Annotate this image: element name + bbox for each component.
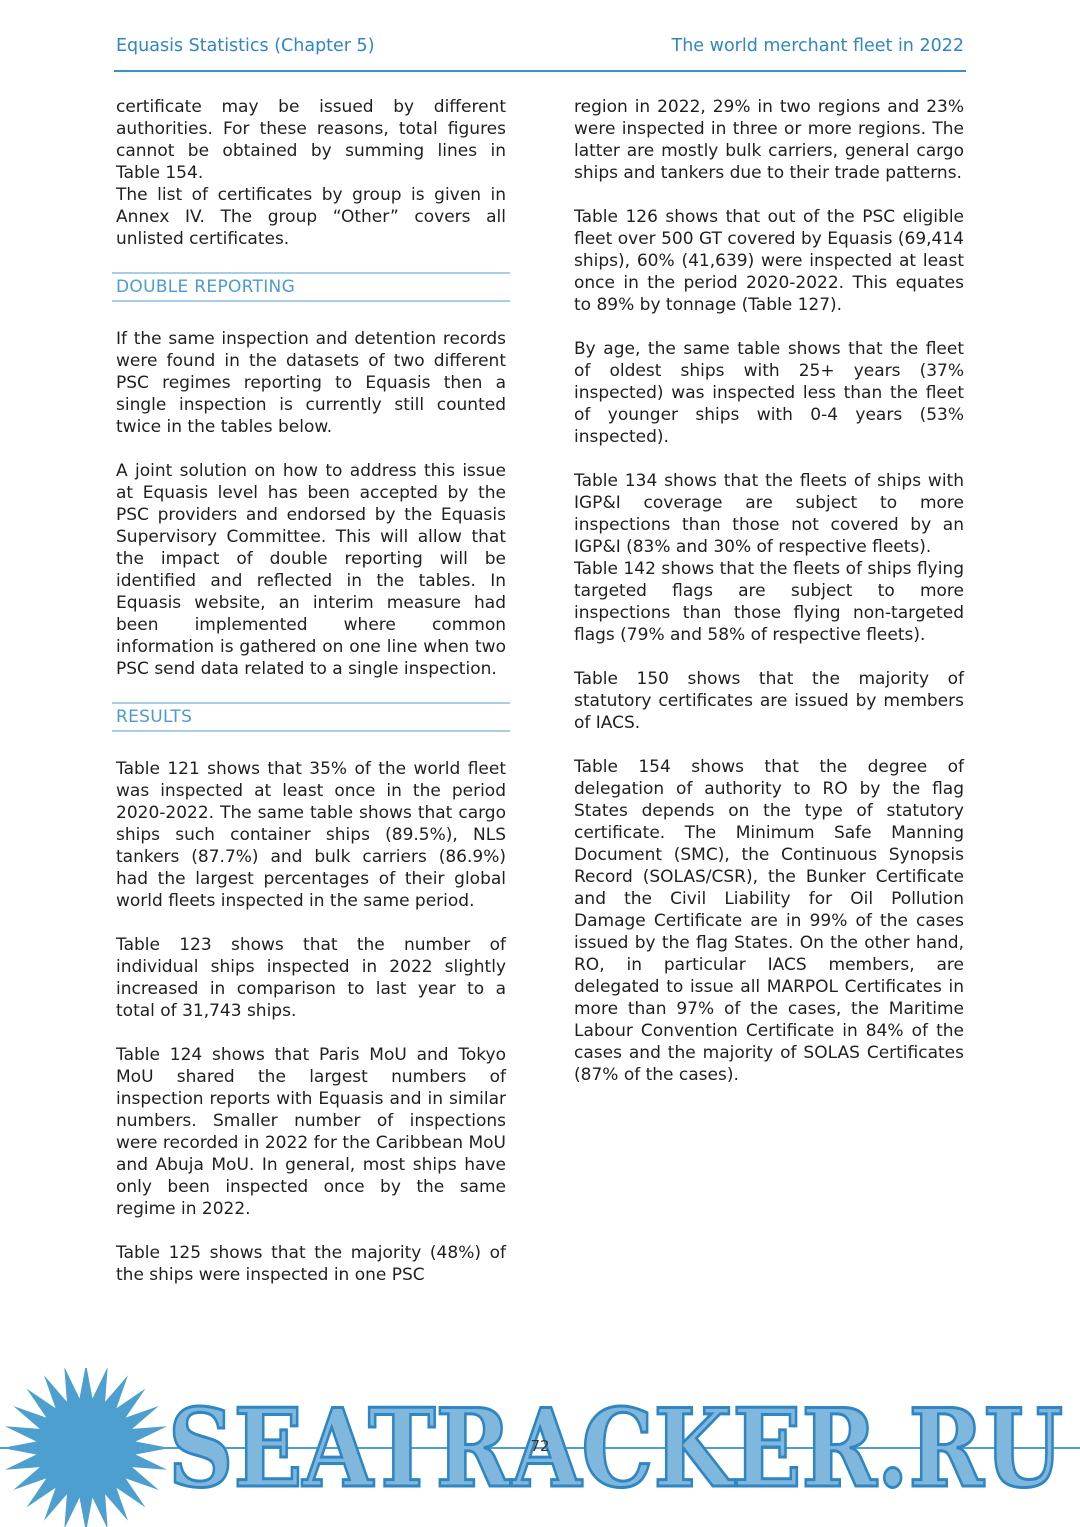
left-column: [116, 96, 506, 1308]
right-paragraph-7: Table 154 shows that the degree of delegation of authority to RO by the flag States depends on the type of statutory certificate. The Minimum Safe Manning Document (SMC), the Continuous Synopsis Record (SOLAS/CSR), the Bunker Certificate and the Civil Liability for Oil Pollution Damage Certificate are in 99% of the cases issued by the flag States. On the other hand, RO, in particular IACS members, are delegated to issue all MARPOL Certificates in more than 97% of the cases, the Maritime Labour Convention Certificate in 84% of the cases and the majority of SOLAS Certificates (87% of the cases).: [574, 757, 964, 1085]
right-paragraph-4: Table 134 shows that the fleets of ships with IGP&I coverage are subject to more inspections than those not covered by an IGP&I (83% and 30% of respective fleets).: [574, 471, 964, 557]
right-paragraph-5: Table 142 shows that the fleets of ships flying targeted flags are subject to more inspections than those flying non-targeted flags (79% and 58% of respective fleets).: [574, 559, 964, 645]
section-heading-double-reporting: DOUBLE REPORTING: [112, 272, 510, 302]
right-paragraph-3: By age, the same table shows that the fleet of oldest ships with 25+ years (37% inspected) was inspected less than the fleet of younger ships with 0-4 years (53% inspected).: [574, 339, 964, 447]
watermark-text: SEATRACKER.RU: [168, 1386, 1063, 1512]
results-paragraph-1: Table 121 shows that 35% of the world fleet was inspected at least once in the period 2020-2022. The same table shows that cargo ships such container ships (89.5%), NLS tankers (87.7%) and bulk carriers (86.9%) had the largest percentages of their global world fleets inspected in the same period.: [116, 759, 506, 911]
results-paragraph-3: Table 124 shows that Paris MoU and Tokyo MoU shared the largest numbers of inspection reports with Equasis and in similar numbers. Smaller number of inspections were recorded in 2022 for the Caribbean MoU and Abuja MoU. In general, most ships have only been inspected once by the same regime in 2022.: [116, 1045, 506, 1219]
header-chapter-title: Equasis Statistics (Chapter 5): [116, 36, 375, 56]
header-divider: [114, 70, 966, 72]
double-reporting-paragraph-1: If the same inspection and detention records were found in the datasets of two different PSC regimes reporting to Equasis then a single inspection is currently still counted twice in the tables below.: [116, 329, 506, 437]
intro-paragraph-1: certificate may be issued by different authorities. For these reasons, total figures cannot be obtained by summing lines in Table 154.: [116, 97, 506, 183]
right-column: [574, 96, 964, 1108]
section-heading-results: RESULTS: [112, 702, 510, 732]
right-paragraph-1: region in 2022, 29% in two regions and 23% were inspected in three or more regions. The latter are mostly bulk carriers, general cargo ships and tankers due to their trade patterns.: [574, 97, 964, 183]
right-paragraph-2: Table 126 shows that out of the PSC eligible fleet over 500 GT covered by Equasis (69,414 ships), 60% (41,639) were inspected at least once in the period 2020-2022. This equates to 89% by tonnage (Table 127).: [574, 207, 964, 315]
right-paragraph-6: Table 150 shows that the majority of statutory certificates are issued by members of IACS.: [574, 669, 964, 733]
results-paragraph-4: Table 125 shows that the majority (48%) of the ships were inspected in one PSC: [116, 1243, 506, 1285]
double-reporting-paragraph-2: A joint solution on how to address this issue at Equasis level has been accepted by the PSC providers and endorsed by the Equasis Supervisory Committee. This will allow that the impact of double reporting will be identified and reflected in the tables. In Equasis website, an interim measure had been implemented where common information is gathered on one line when two PSC send data related to a single inspection.: [116, 461, 506, 679]
page-header: [116, 36, 964, 64]
intro-paragraph-2: The list of certificates by group is given in Annex IV. The group “Other” covers all unlisted certificates.: [116, 185, 506, 249]
results-paragraph-2: Table 123 shows that the number of individual ships inspected in 2022 slightly increased in comparison to last year to a total of 31,743 ships.: [116, 935, 506, 1021]
header-document-title: The world merchant fleet in 2022: [671, 36, 964, 56]
page-number: 72: [530, 1437, 550, 1455]
